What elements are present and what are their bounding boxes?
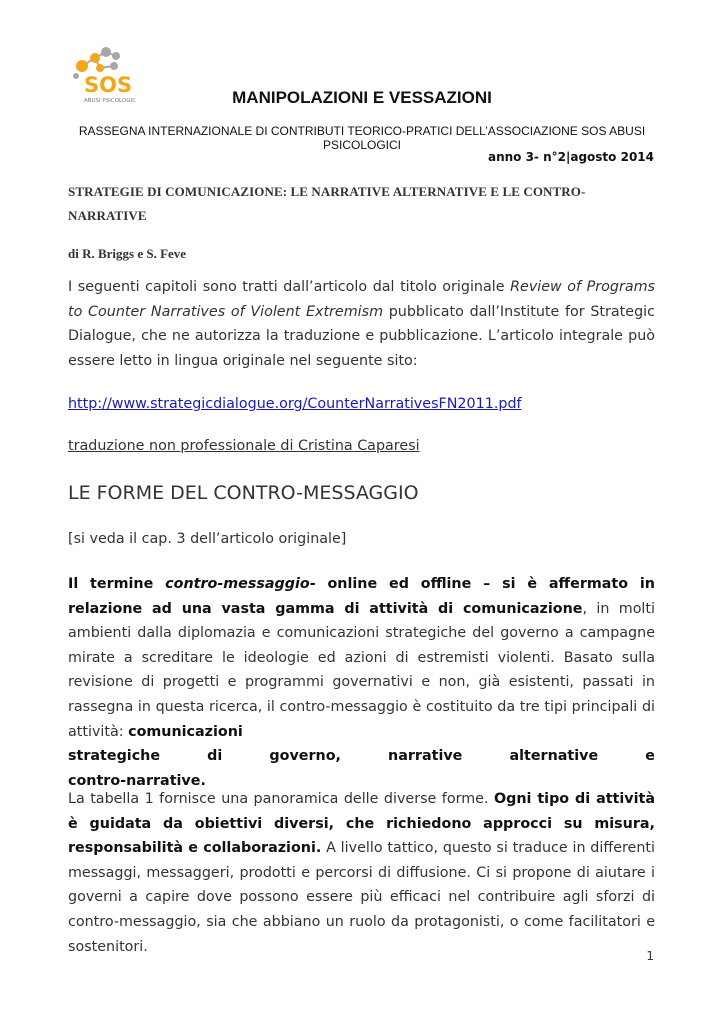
article-authors: di R. Briggs e S. Feve [68, 246, 187, 261]
p1-bold-italic: contro-messaggio [165, 576, 310, 592]
journal-subtitle: RASSEGNA INTERNAZIONALE DI CONTRIBUTI TEORICO-PRATICI DELL’ASSOCIAZIONE SOS ABUSI PSICOLOGICI [78, 124, 646, 152]
p2-text-2: A livello tattico, questo si traduce in differenti messaggi, messaggeri, prodotti e percorsi di diffusione. Ci si propone di aiutare i governi a capire dove possono essere più efficaci nel contribuire agli sforzi di contro-messaggio, sia che abbiano un ruolo da protagonisti, o come facilitatori e sostenitori. [68, 840, 655, 955]
p1-bold-1: Il termine [68, 576, 166, 592]
paragraph-2 [68, 787, 655, 959]
p1-word: narrative [388, 748, 463, 765]
p1-bold-4: contro-narrative. [68, 772, 206, 789]
p2-text-1: La tabella 1 fornisce una panoramica delle diverse forme. [68, 791, 494, 807]
issue-info: anno 3- n°2|agosto 2014 [487, 150, 654, 164]
logo-text: SOS [84, 73, 133, 97]
intro-paragraph [68, 275, 655, 373]
p1-word: strategiche [68, 748, 161, 765]
chapter-note: [si veda il cap. 3 dell’articolo originale] [68, 531, 347, 547]
page-number: 1 [646, 949, 654, 963]
p1-word: e [645, 748, 655, 765]
journal-title: MANIPOLAZIONI E VESSAZIONI [232, 88, 492, 107]
p2-bold: Ogni tipo di attività è guidata da obiettivi diversi, che richiedono approcci su misura, responsabilità e collaborazioni. [68, 791, 655, 857]
p1-text: , in molti ambienti dalla diplomazia e comunicazioni strategiche del governo a campagne mirate a screditare le ideologie ed azioni di estremisti violenti. Basato sulla revisione di progetti e programmi governativi e non, già esistenti, passati in rassegna in questa ricerca, il contro-messaggio è costituito da tre tipi principali di attività: [68, 600, 655, 740]
p1-word: governo, [269, 748, 341, 765]
p1-justified-line [68, 744, 655, 769]
article-section-title: STRATEGIE DI COMUNICAZIONE: LE NARRATIVE ALTERNATIVE E LE CONTRO-NARRATIVE [68, 184, 586, 223]
original-title: Review of Programs to Counter Narratives of Violent Extremism [68, 279, 655, 320]
section-heading: LE FORME DEL CONTRO-MESSAGGIO [68, 482, 419, 504]
translation-credit: traduzione non professionale di Cristina Caparesi [68, 438, 420, 454]
p1-bold-3: comunicazioni [128, 723, 243, 740]
p1-word: alternative [509, 748, 599, 765]
p1-word: di [207, 748, 223, 765]
paragraph-1 [68, 572, 655, 793]
intro-text-1: I seguenti capitoli sono tratti dall’articolo dal titolo originale [68, 279, 511, 295]
source-link[interactable]: http://www.strategicdialogue.org/CounterNarrativesFN2011.pdf [68, 396, 522, 412]
p1-bold-2: - online ed offline – si è affermato in relazione ad una vasta gamma di attività di comunicazione [68, 576, 655, 617]
logo-caption: ABUSI PSICOLOGICI [84, 98, 136, 104]
intro-text-2: pubblicato dall’Institute for Strategic Dialogue, che ne autorizza la traduzione e pubblicazione. L’articolo integrale può essere letto in lingua originale nel seguente sito: [68, 303, 655, 369]
